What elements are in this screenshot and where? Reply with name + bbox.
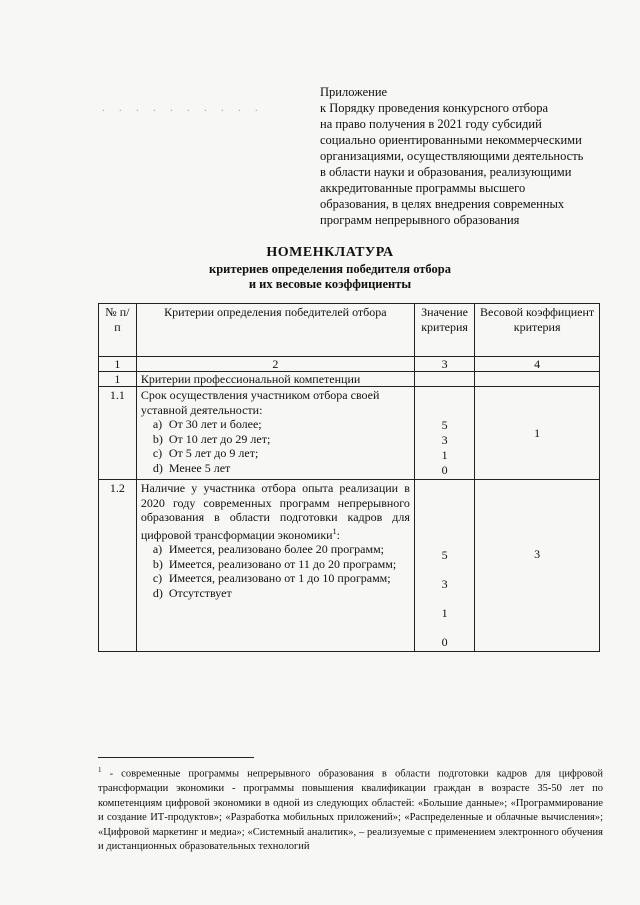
appendix-line: на право получения в 2021 году субсидий [320,117,542,131]
table-row [99,387,600,480]
footnote [98,763,603,855]
list-item: c) Имеется, реализовано от 1 до 10 программ; [152,571,391,585]
criterion-cell [136,387,414,480]
appendix-line: Приложение [320,85,388,99]
value-cell [414,387,474,480]
header-num: № п/п [99,304,137,357]
header-weight: Весовой коэффициент критерия [475,304,600,357]
table-row [99,480,600,652]
column-number: 2 [136,357,414,372]
criteria-table [98,303,600,652]
list-item: c) От 5 лет до 9 лет; [152,446,259,460]
header-value: Значение критерия [414,304,474,357]
column-number: 1 [99,357,137,372]
criterion-value: 1 [441,606,448,620]
footnote-text: - современные программы непрерывного образования в области подготовки кадров для цифровой трансформации экономики - программы повышения квалификации граждан в возрасте 35-50 лет по компетенциям цифровой экономики в одной из следующих областей: «Большие данные»; «Программирование и создание ИТ-продуктов»; «Разработка мобильных приложений»; «Распределенные и облачные вычисления»; «Цифровой маркетинг и медиа»; «Системный аналитик», – реализуемые с применением электронного обучения и дистанционных образовательных технологий [98,768,603,852]
footnote-mark: 1 [98,766,102,774]
list-item: d) Отсутствует [152,585,232,600]
list-item: b) От 10 лет до 29 лет; [152,431,271,446]
criterion-value: 3 [441,577,448,591]
criterion-value: 0 [441,463,448,477]
list-item: d) Менее 5 лет [152,460,231,475]
criterion-text: Наличие у участника отбора опыта реализации в 2020 году современных программ непрерывного образования в области подготовки кадров для цифровой трансформации экономики$^1$: [140,481,410,542]
criterion-options [141,417,410,475]
table-header-row [99,304,600,357]
appendix-line: программ непрерывного образования [320,213,520,227]
weight-cell [475,480,600,652]
appendix-line: в области науки и образования, реализующими [320,165,572,179]
appendix-line: организациями, осуществляющими деятельность [320,149,584,163]
weight-cell: 1 [475,387,600,480]
row-num: 1.1 [99,387,137,480]
list-item: a) Имеется, реализовано более 20 программ; [152,542,384,556]
criterion-cell [136,480,414,652]
appendix-line: к Порядку проведения конкурсного отбора [320,101,549,115]
section-row [99,372,600,387]
column-number: 3 [414,357,474,372]
list-item: b) Имеется, реализовано от 11 до 20 программ; [152,556,397,571]
criterion-value: 3 [441,433,448,447]
criterion-value: 0 [441,635,448,649]
scan-artifact-dots: . . . . . . . . . . [102,103,264,114]
row-num: 1.2 [99,480,137,652]
value-cell [414,480,474,652]
section-label: Критерии профессиональной компетенции [136,372,414,387]
appendix-block [320,84,620,228]
criterion-text: Срок осуществления участником отбора своей уставной деятельности: [140,388,380,417]
header-criteria: Критерии определения победителей отбора [136,304,414,357]
criterion-value: 1 [441,448,448,462]
criterion-options [141,542,410,600]
document-subtitle: критериев определения победителя отбора [209,262,451,276]
appendix-line: образования, в целях внедрения современных [320,197,565,211]
document-title: НОМЕНКЛАТУРА [266,245,394,260]
list-item: a) От 30 лет и более; [152,417,262,431]
footnote-ref: 1 [332,526,337,536]
footnote-separator [98,757,254,758]
criterion-value: 5 [441,418,448,432]
appendix-line: социально ориентированными некоммерческими [320,133,582,147]
document-subtitle: и их весовые коэффициенты [248,277,412,291]
column-number-row [99,357,600,372]
column-number: 4 [475,357,600,372]
weight-value: 3 [534,547,541,561]
criterion-value: 5 [441,548,448,562]
appendix-line: аккредитованные программы высшего [320,181,526,195]
section-num: 1 [99,372,137,387]
